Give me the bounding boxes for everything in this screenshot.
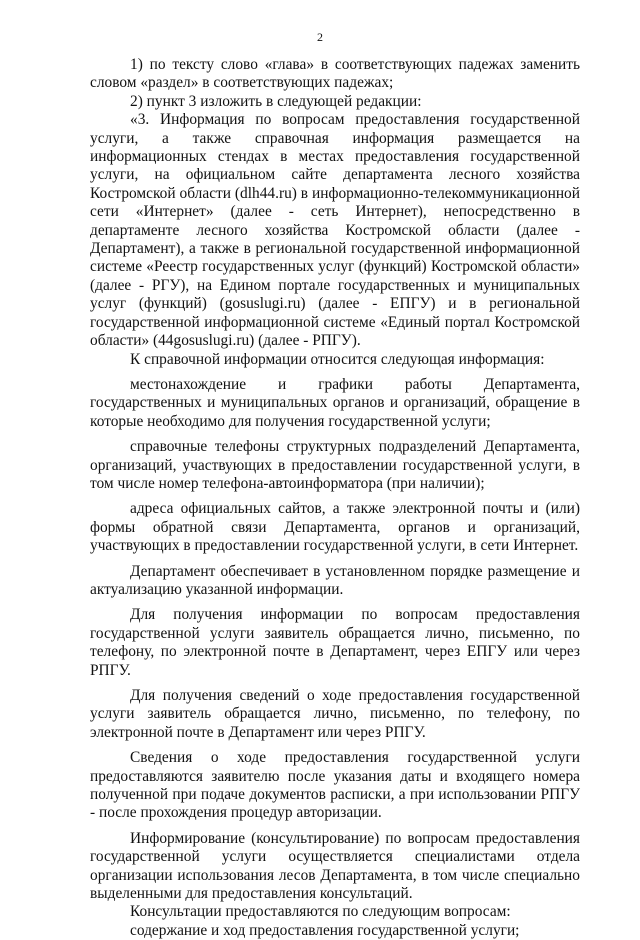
- paragraph: Сведения о ходе предоставления государственной услуги предоставляются заявителю после указания даты и входящего номера полученной при подаче документов расписки, а при использовании РПГУ - после прохождения процедур авторизации.: [90, 749, 580, 822]
- paragraph: Консультации предоставляются по следующим вопросам:: [130, 903, 511, 921]
- page-number: 2: [317, 30, 323, 44]
- paragraph: Для получения информации по вопросам предоставления государственной услуги заявитель обращается лично, письменно, по телефону, по электронной почте в Департамент, через ЕПГУ или через РПГУ.: [90, 606, 580, 679]
- paragraph: справочные телефоны структурных подразделений Департамента, организаций, участвующих в предоставлении государственной услуги, в том числе номер телефона-автоинформатора (при наличии);: [90, 438, 580, 492]
- paragraph: местонахождение и графики работы Департамента, государственных и муниципальных органов и организаций, обращение в которые необходимо для получения государственной услуги;: [90, 375, 580, 430]
- paragraph: содержание и ход предоставления государственной услуги;: [130, 921, 520, 939]
- paragraph: Информирование (консультирование) по вопросам предоставления государственной услуги осуществляется специалистами отдела организации использования лесов Департамента, в том числе специально выделенными для предоставления консультаций.: [90, 829, 580, 903]
- paragraph: 1) по тексту слово «глава» в соответствующих падежах заменить словом «раздел» в соответствующих падежах;: [90, 56, 580, 92]
- paragraph: «3. Информация по вопросам предоставления государственной услуги, а также справочная информация размещается на информационных стендах в местах предоставления государственной услуги, на официальном сайте департамента лесного хозяйства Костромской области (dlh44.ru) в информационно-телекоммуникационной сети «Интернет» (далее - сеть Интернет), непосредственно в департаменте лесного хозяйства Костромской области (далее - Департамент), а также в региональной государственной информационной системе «Реестр государственных услуг (функций) Костромской области» (далее - РГУ), на Едином портале государственных и муниципальных услуг (функций) (gosuslugi.ru) (далее - ЕПГУ) и в региональной государственной информационной системе «Единый портал Костромской области» (44gosuslugi.ru) (далее - РПГУ).: [90, 111, 580, 350]
- paragraph: Для получения сведений о ходе предоставления государственной услуги заявитель обращается лично, письменно, по телефону, по электронной почте в Департамент или через РПГУ.: [90, 687, 580, 741]
- paragraph: адреса официальных сайтов, а также электронной почты и (или) формы обратной связи Департамента, органов и организаций, участвующих в предоставлении государственной услуги, в сети Интернет.: [90, 500, 580, 555]
- paragraph: 2) пункт 3 изложить в следующей редакции:: [130, 92, 422, 110]
- paragraph: К справочной информации относится следующая информация:: [130, 350, 545, 368]
- document-body: [90, 56, 580, 940]
- paragraph: Департамент обеспечивает в установленном порядке размещение и актуализацию указанной информации.: [90, 562, 580, 598]
